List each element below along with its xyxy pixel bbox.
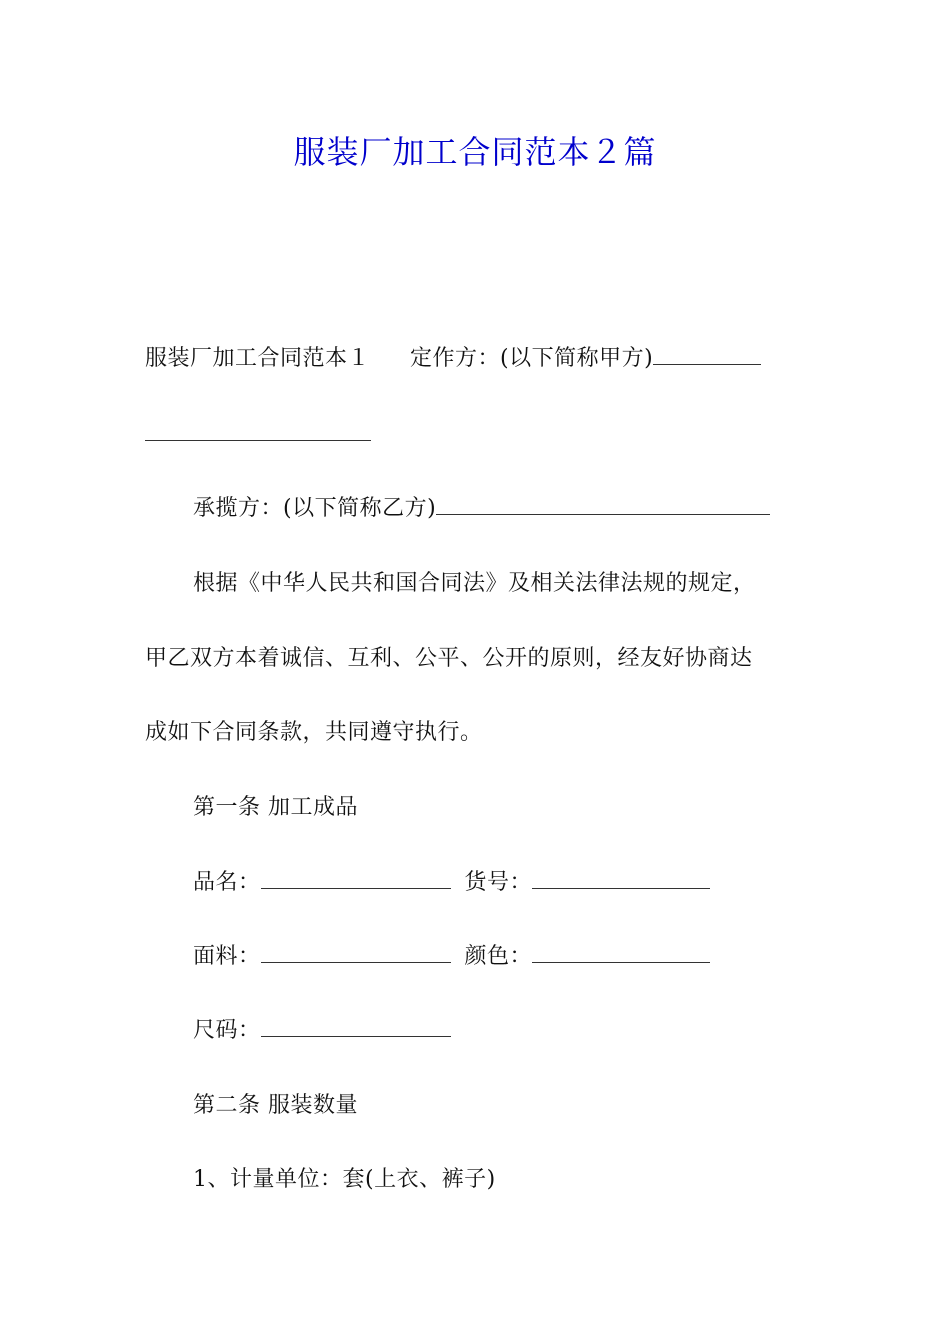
paragraph-line: 甲乙双方本着诚信、互利、公平、公开的原则，经友好协商达 — [145, 646, 753, 671]
size-label: 尺码： — [193, 1018, 261, 1043]
party-a-blank-continued-line — [145, 418, 371, 452]
color-label: 颜色： — [464, 944, 533, 969]
paragraph-line: 根据《中华人民共和国合同法》及相关法律法规的规定， — [193, 571, 756, 596]
product-name-label: 品名： — [193, 870, 261, 895]
item-number-blank — [532, 866, 710, 889]
product-name-blank — [261, 866, 451, 889]
list-item: 1、计量单位：套(上衣、裤子) — [193, 1167, 496, 1192]
size-blank — [261, 1014, 451, 1037]
party-b-label: 承揽方：(以下简称乙方) — [193, 496, 437, 521]
contract-heading: 服装厂加工合同范本１ — [145, 346, 371, 371]
item-number-label: 货号： — [464, 870, 533, 895]
fabric-label: 面料： — [193, 944, 261, 969]
article-1-heading: 第一条 加工成品 — [193, 795, 358, 820]
size-row — [193, 1014, 451, 1048]
product-name-row — [193, 866, 710, 900]
paragraph-line: 成如下合同条款，共同遵守执行。 — [145, 720, 483, 745]
article-2-heading: 第二条 服装数量 — [193, 1093, 358, 1118]
party-b-blank — [436, 492, 770, 515]
fabric-blank — [261, 940, 451, 963]
party-a-blank — [653, 342, 761, 365]
party-a-label: 定作方：(以下简称甲方) — [410, 346, 654, 371]
party-b-line — [193, 492, 770, 526]
contract-heading-line — [145, 342, 761, 376]
document-title: 服装厂加工合同范本２篇 — [293, 133, 657, 171]
party-a-blank-continued — [145, 418, 371, 441]
color-blank — [532, 940, 710, 963]
fabric-row — [193, 940, 710, 974]
